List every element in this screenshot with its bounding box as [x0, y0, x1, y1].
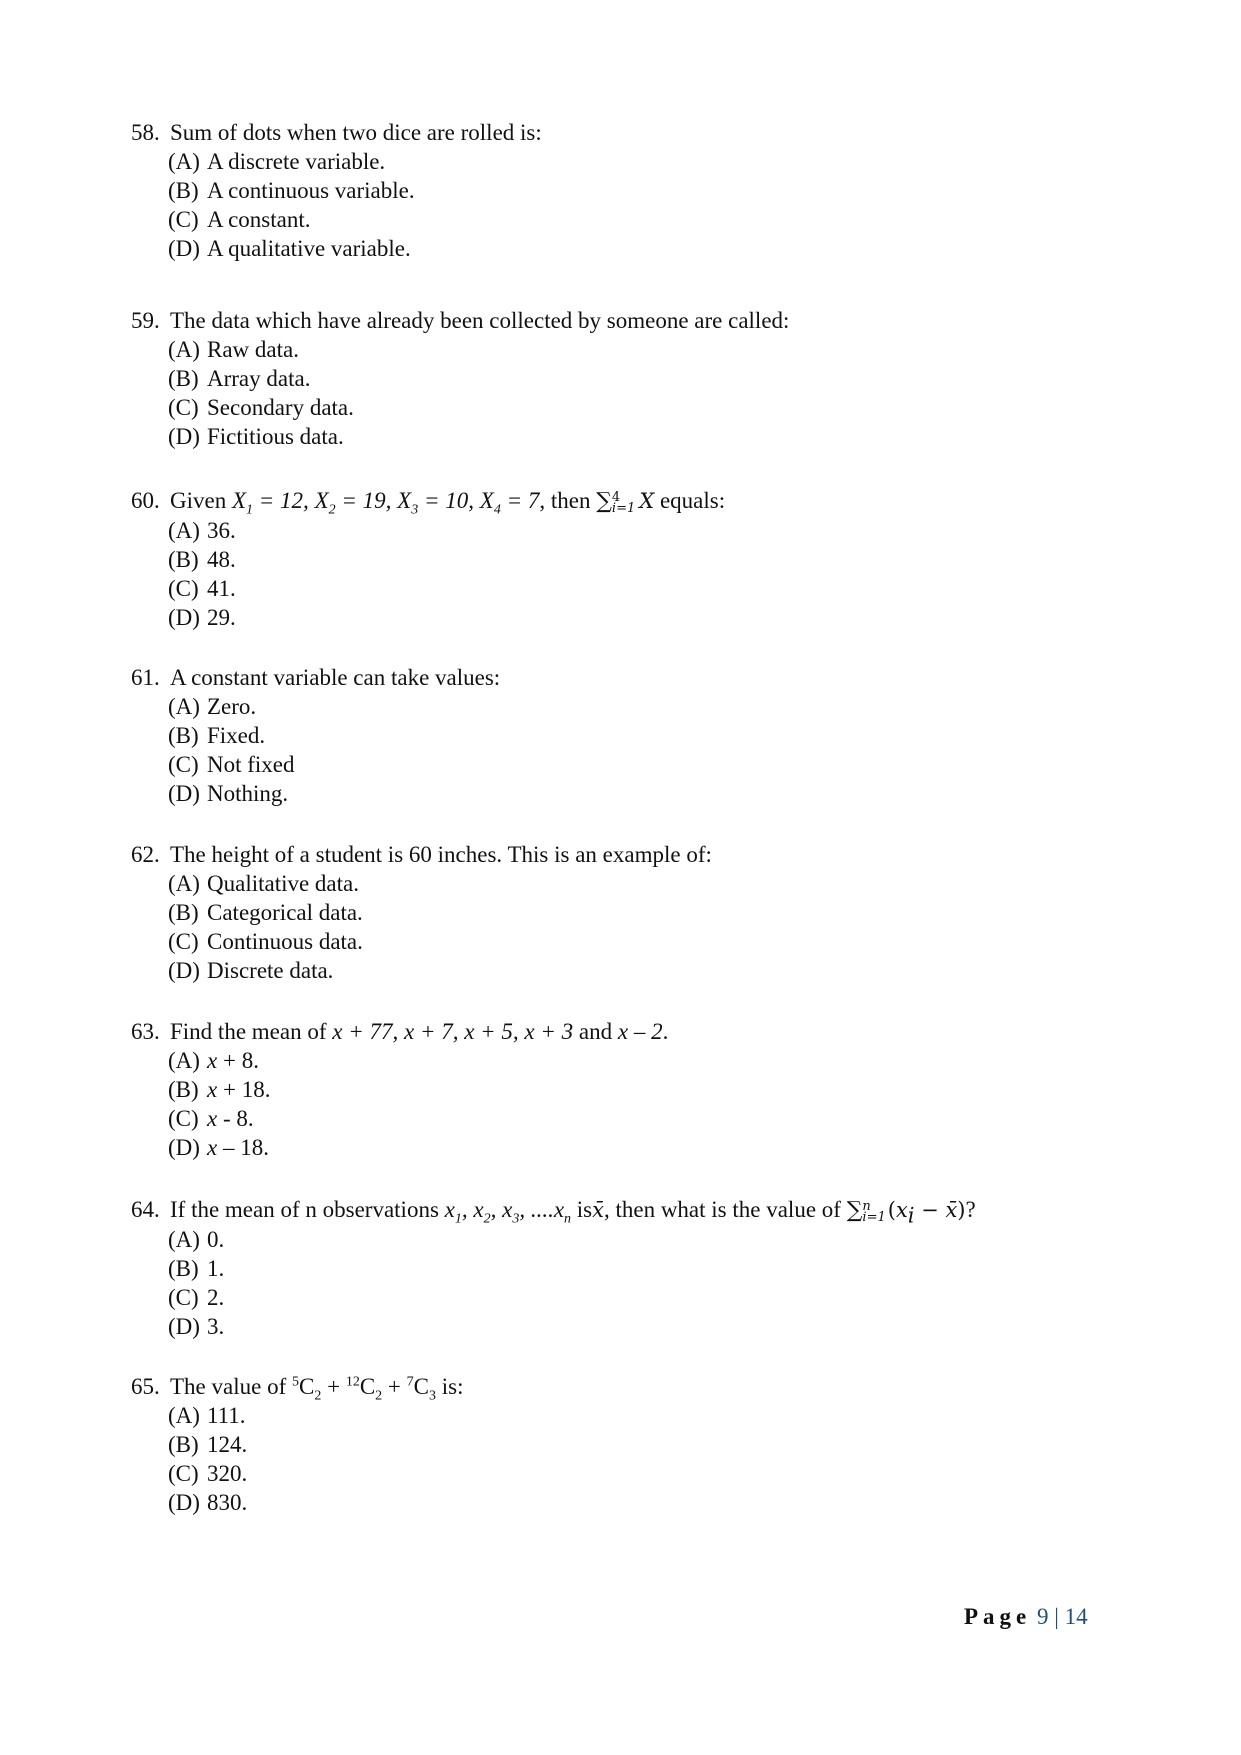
question-59 [131, 306, 789, 451]
question-text: A constant variable can take values: [170, 665, 501, 690]
option-label: (D) [168, 1314, 200, 1339]
option-a [168, 1225, 976, 1254]
option-label: (D) [168, 958, 200, 983]
option-a [168, 335, 789, 364]
question-number: 64. [131, 1197, 160, 1222]
option-label: (B) [168, 1077, 199, 1102]
option-list [131, 1225, 976, 1341]
option-label: (C) [168, 929, 199, 954]
option-list [131, 692, 500, 808]
option-text: Secondary data. [207, 395, 354, 420]
option-text: + 8. [217, 1048, 259, 1073]
question-62 [131, 840, 712, 985]
option-b [168, 1254, 976, 1283]
option-label: (B) [168, 178, 199, 203]
option-list [131, 147, 542, 263]
summation-symbol: ∑ [846, 1198, 863, 1223]
question-stem [131, 306, 789, 335]
option-label: (B) [168, 366, 199, 391]
option-d [168, 1488, 463, 1517]
option-text: Raw data. [207, 337, 299, 362]
option-list [131, 869, 712, 985]
option-text: Fixed. [207, 723, 266, 748]
option-b: (B) x + 18. [168, 1077, 271, 1102]
option-text: 124. [207, 1432, 248, 1457]
option-label: (C) [168, 395, 199, 420]
option-a [168, 869, 712, 898]
option-label: (D) [168, 1135, 200, 1160]
option-c: (C) x - 8. [168, 1106, 254, 1131]
page-number: 9 | 14 [1037, 1604, 1088, 1629]
question-stem [131, 663, 500, 692]
option-label: (B) [168, 723, 199, 748]
option-text: Zero. [207, 694, 257, 719]
option-a [168, 147, 542, 176]
summation-symbol: ∑ [596, 489, 612, 514]
option-label: (A) [168, 337, 200, 362]
option-list [131, 335, 789, 451]
option-text: A continuous variable. [207, 178, 415, 203]
option-b [168, 545, 725, 574]
option-label: (A) [168, 1403, 200, 1428]
option-list [131, 516, 725, 632]
question-text: Sum of dots when two dice are rolled is: [170, 120, 542, 145]
question-stem [131, 1195, 976, 1228]
question-stem [131, 1372, 464, 1404]
option-text: 29. [207, 605, 236, 630]
option-b [168, 898, 712, 927]
question-58 [131, 118, 542, 263]
option-label: (B) [168, 547, 199, 572]
question-text: Find the mean of x + 77, x + 7, x + 5, x + 3 and x – 2. [170, 1019, 669, 1044]
option-d [168, 779, 500, 808]
summation-limits: 4 i=1 [611, 489, 636, 516]
option-label: (D) [168, 781, 200, 806]
question-stem [131, 840, 712, 869]
option-text: Not fixed [207, 752, 295, 777]
option-c [168, 574, 725, 603]
option-text: A constant. [207, 207, 311, 232]
option-d [168, 956, 712, 985]
question-text: Given $X_1 = 12$, $X_2 = 19$, $X_3 = 10$, $X_4 = 7$, then ∑ 4 i=1 X equals: [170, 488, 726, 518]
option-c [168, 1283, 976, 1312]
option-text: 3. [207, 1314, 225, 1339]
option-text: 2. [207, 1285, 225, 1310]
option-text: – 18. [217, 1135, 269, 1160]
option-text: 41. [207, 576, 236, 601]
option-text: 320. [207, 1461, 248, 1486]
question-number: 65. [131, 1374, 160, 1399]
question-number: 60. [131, 488, 160, 513]
option-text: 48. [207, 547, 236, 572]
page-word: Page [964, 1604, 1032, 1629]
option-c [168, 927, 712, 956]
option-label: (C) [168, 752, 199, 777]
option-label: (D) [168, 424, 200, 449]
option-d [168, 234, 542, 263]
option-text: Discrete data. [207, 958, 334, 983]
question-stem [131, 118, 542, 147]
option-d: (D) x – 18. [168, 1135, 269, 1160]
question-text: The data which have already been collected by someone are called: [170, 308, 790, 333]
question-number: 63. [131, 1019, 160, 1044]
option-label: (D) [168, 1490, 200, 1515]
option-c [168, 205, 542, 234]
option-label: (C) [168, 1285, 199, 1310]
question-stem [131, 486, 725, 516]
option-text: 830. [207, 1490, 248, 1515]
option-b [168, 721, 500, 750]
question-61 [131, 663, 500, 808]
option-label: (A) [168, 871, 200, 896]
option-text: A discrete variable. [207, 149, 386, 174]
option-text: 0. [207, 1227, 225, 1252]
option-label: (D) [168, 236, 200, 261]
option-b [168, 364, 789, 393]
option-d [168, 422, 789, 451]
option-text: Continuous data. [207, 929, 363, 954]
question-number: 59. [131, 308, 160, 333]
option-a [168, 1401, 463, 1430]
option-text: 36. [207, 518, 236, 543]
question-stem [131, 1017, 668, 1046]
question-number: 61. [131, 665, 160, 690]
option-b [168, 1430, 463, 1459]
option-text: 1. [207, 1256, 225, 1281]
option-text: Array data. [207, 366, 311, 391]
option-list [131, 1046, 668, 1162]
question-text: The height of a student is 60 inches. This is an example of: [170, 842, 712, 867]
question-text: If the mean of n observations $x_1$, $x_2$, $x_3$, $....x_n$ isx̄, then what is the value of ∑ n i=1 ($x_i$ − x̄)? [170, 1197, 976, 1228]
option-label: (C) [168, 1106, 199, 1131]
option-a: (A) x + 8. [168, 1048, 259, 1073]
question-number: 58. [131, 120, 160, 145]
option-label: (C) [168, 207, 199, 232]
option-c [168, 1459, 463, 1488]
question-60 [131, 486, 725, 632]
question-63 [131, 1017, 668, 1162]
question-65 [131, 1372, 463, 1517]
option-label: (A) [168, 1227, 200, 1252]
page-footer [964, 1604, 1088, 1630]
option-label: (A) [168, 149, 200, 174]
summation-limits: n i=1 [862, 1198, 886, 1225]
option-text: Nothing. [207, 781, 289, 806]
option-a [168, 692, 500, 721]
option-text: A qualitative variable. [207, 236, 411, 261]
option-list [131, 1401, 463, 1517]
option-label: (B) [168, 1432, 199, 1457]
option-c [168, 393, 789, 422]
option-d [168, 603, 725, 632]
option-text: Qualitative data. [207, 871, 359, 896]
option-text: Fictitious data. [207, 424, 344, 449]
option-label: (C) [168, 1461, 199, 1486]
question-text: The value of $^5C_2 + ^{12}C_2 + ^7C_3$ is: [170, 1374, 464, 1404]
option-label: (A) [168, 694, 200, 719]
option-label: (B) [168, 1256, 199, 1281]
option-label: (D) [168, 605, 200, 630]
option-b [168, 176, 542, 205]
question-number: 62. [131, 842, 160, 867]
option-text: + 18. [217, 1077, 271, 1102]
option-text: 111. [207, 1403, 246, 1428]
option-a [168, 516, 725, 545]
option-text: Categorical data. [207, 900, 363, 925]
option-label: (C) [168, 576, 199, 601]
option-label: (A) [168, 1048, 200, 1073]
option-c [168, 750, 500, 779]
option-label: (B) [168, 900, 199, 925]
question-64 [131, 1195, 976, 1341]
option-label: (A) [168, 518, 200, 543]
option-d [168, 1312, 976, 1341]
option-text: - 8. [217, 1106, 254, 1131]
